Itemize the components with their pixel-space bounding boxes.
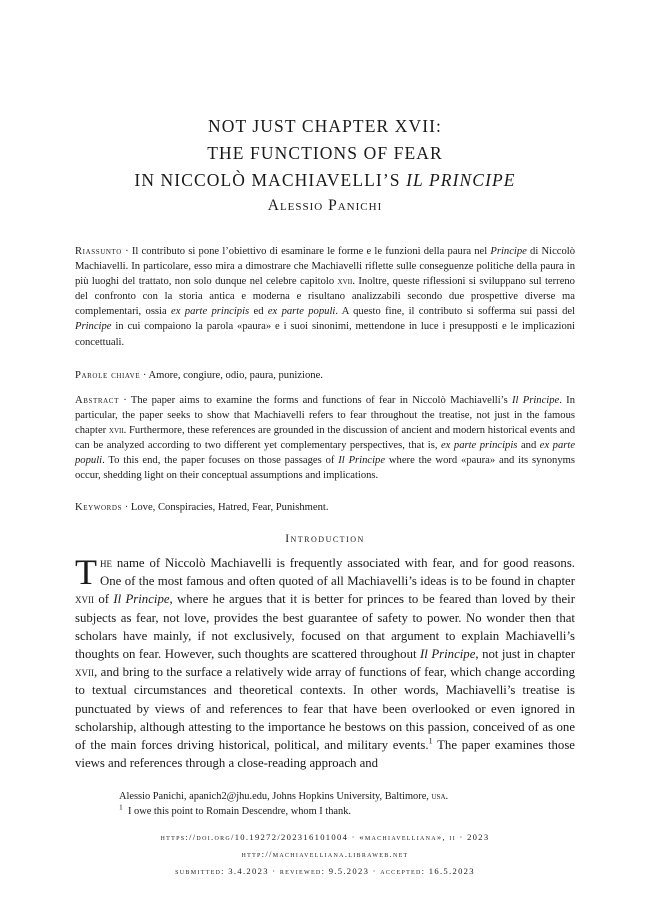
footnote-ref-1[interactable]: 1 <box>428 736 433 746</box>
title-line-1: NOT JUST CHAPTER XVII: <box>207 116 443 136</box>
riassunto-smallcaps: xvii <box>337 276 353 288</box>
body-smallcaps: xvii <box>75 592 94 607</box>
abstract-text: . Furthermore, these references are grounded in the discussion of ancient and modern historical events and can be analyzed according to two different yet complementary perspectives, that is, <box>75 425 575 452</box>
lead-word: he <box>100 556 112 570</box>
parole-chiave-label: Parole chiave <box>75 370 141 381</box>
author-affiliation <box>119 789 539 804</box>
abstract-italic: ex parte principis <box>440 440 518 452</box>
footnotes <box>119 789 539 819</box>
footer-doi[interactable]: https://doi.org/10.19272/202316101004 · «machiavelliana», ii · 2023 <box>160 832 490 842</box>
body-italic: Il Principe <box>420 647 476 662</box>
keywords-text: Love, Conspiracies, Hatred, Fear, Punishment. <box>130 502 329 513</box>
keywords-label: Keywords <box>75 502 123 513</box>
keywords-sep: · <box>122 502 131 513</box>
riassunto-text: ed <box>249 306 268 318</box>
body-text: The paper examines those views and references through a close-reading approach and <box>75 738 575 771</box>
title-work-italic: IL PRINCIPE <box>406 170 516 190</box>
riassunto-label: Riassunto <box>75 246 122 257</box>
abstract-paragraph <box>75 393 575 484</box>
title-line-3-prefix: IN NICCOLÒ MACHIAVELLI’S <box>134 170 407 190</box>
footer-url[interactable]: http://machiavelliana.libraweb.net <box>241 849 409 859</box>
affiliation-end: . <box>445 791 449 802</box>
riassunto-italic: Principe <box>75 321 112 333</box>
abstract-italic: ex parte populi <box>75 440 576 467</box>
footnote-1-number: 1 <box>119 802 123 812</box>
author-name: Alessio Panichi <box>267 197 383 214</box>
riassunto-sep: · <box>121 246 132 257</box>
title-line-2: THE FUNCTIONS OF FEAR <box>207 143 443 163</box>
parole-chiave-text: Amore, congiure, odio, paura, punizione. <box>148 370 323 381</box>
body-text: , where he argues that it is better for princes to be feared than loved by their subjects as fear, not love, provides the best guarantee of safety to power. No wonder then that scholars have mainly, if not exclusively, focused on that argument to explain Machiavelli’s thoughts on fear. However, such thoughts are scattered throughout <box>75 592 575 662</box>
keywords-line <box>75 500 575 515</box>
section-heading-introduction: Introduction <box>285 533 365 545</box>
riassunto-text: . A questo fine, il contributo si sofferma sui passi del <box>335 306 576 318</box>
abstract-label: Abstract <box>75 395 119 406</box>
body-text: , not just in chapter <box>475 647 575 662</box>
body-italic: Il Principe <box>113 592 170 607</box>
riassunto-text: in cui compaiono la parola «paura» e i suoi sinonimi, mettendone in luce i presupposti e le implicazioni concettuali. <box>75 321 575 348</box>
riassunto-italic: ex parte populi <box>267 306 336 318</box>
abstract-text: The paper aims to examine the forms and functions of fear in Niccolò Machiavelli’s <box>130 395 513 406</box>
abstract-italic: Il Principe <box>512 395 560 406</box>
footer-dates: submitted: 3.4.2023 · reviewed: 9.5.2023 · accepted: 16.5.2023 <box>175 866 475 876</box>
parole-chiave-line <box>75 368 575 383</box>
body-smallcaps: xvii <box>75 665 94 680</box>
abstract-italic: Il Principe <box>338 455 386 467</box>
footnote-1-text: I owe this point to Romain Descendre, whom I thank. <box>127 806 352 817</box>
parole-chiave-sep: · <box>140 370 149 381</box>
abstract-text: . To this end, the paper focuses on those passages of <box>102 455 339 467</box>
title-line-3 <box>75 167 575 194</box>
affiliation-country: usa <box>431 791 446 802</box>
drop-cap: T <box>75 552 97 592</box>
introduction-paragraph <box>75 554 575 772</box>
riassunto-text: Il contributo si pone l’obiettivo di esaminare le forme e le funzioni della paura nel <box>131 246 491 257</box>
abstract-smallcaps: xvii <box>108 425 124 437</box>
body-text: of <box>94 592 114 607</box>
abstract-sep: · <box>118 395 131 406</box>
affiliation-text: Alessio Panichi, apanich2@jhu.edu, Johns Hopkins University, Baltimore, <box>119 791 432 802</box>
riassunto-text: di Niccolò Machiavelli. In particolare, esso mira a dimostrare che Machiavelli riflette sulle conseguenze politiche della paura in più luoghi del trattato, non solo dunque nel celebre capitolo <box>75 246 576 288</box>
page-footer <box>75 829 575 880</box>
abstract-text: . In particular, the paper seeks to show that Machiavelli refers to fear throughout the treatise, not just in the famous chapter <box>75 395 576 437</box>
riassunto-italic: ex parte principis <box>171 306 250 318</box>
riassunto-italic: Principe <box>490 246 527 257</box>
body-text: name of Niccolò Machiavelli is frequently associated with fear, and for good reasons. One of the most famous and often quoted of all Machiavelli’s ideas is to be found in chapter <box>100 556 575 589</box>
riassunto-text: . Inoltre, queste riflessioni si sviluppano sul terreno del confronto con la storia antica e moderna e risultano analizzabili secondo due prospettive diverse ma complementari, ossia <box>75 276 575 318</box>
abstract-text: where the word «paura» and its synonyms occur, shedding light on their conceptual assumptions and implications. <box>75 455 575 482</box>
body-text: , and bring to the surface a relatively wide array of functions of fear, which change according to textual circumstances and theoretical contexts. In other words, Machiavelli’s treatise is punctuated by views of and references to fear that have been overlooked or even ignored in scholarship, although attesting to the importance he bestows on this passion, conceived of as one of the main forces driving historical, political, and military events. <box>75 665 575 753</box>
abstract-text: and <box>517 440 540 452</box>
riassunto-paragraph <box>75 244 575 350</box>
footnote-1 <box>119 804 539 819</box>
article-title <box>75 113 575 194</box>
